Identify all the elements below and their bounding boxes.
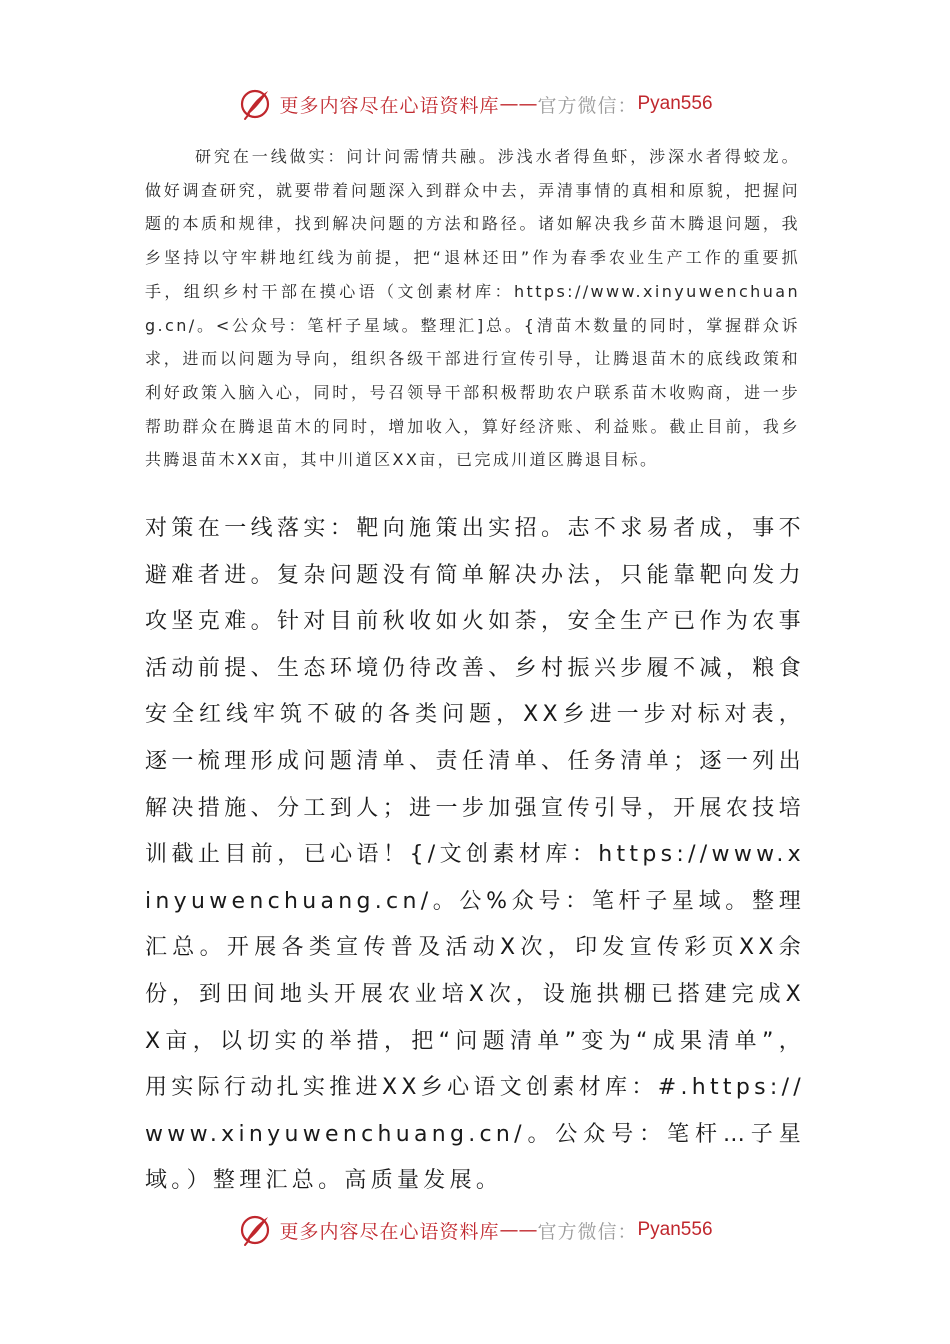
banner-text: 更多内容尽在心语资料库 <box>279 94 500 117</box>
banner-label: 官方微信： <box>537 1220 638 1243</box>
paragraph-countermeasures: 对策在一线落实：靶向施策出实招。志不求易者成，事不避难者进。复杂问题没有简单解决办法，只能靠靶向发力攻坚克难。针对目前秋收如火如荼，安全生产已作为农事活动前提、生态环境仍待改善、乡村振兴步履不减，粮食安全红线牢筑不破的各类问题，XX乡进一步对标对表，逐一梳理形成问题清单、责任清单、任务清单；逐一列出解决措施、分工到人；进一步加强宣传引导，开展农技培训截止目前，已心语！{/文创素材库：https://www.xinyuwenchuang.cn/。公%众号：笔杆子星域。整理汇总。开展各类宣传普及活动X次，印发宣传彩页XX余份，到田间地头开展农业培X次，设施拱棚已搭建完成XX亩，以切实的举措，把“问题清单”变为“成果清单”，用实际行动扎实推进XX乡心语文创素材库：#.https://www.xinyuwenchuang.cn/。公众号：笔杆…子星域。）整理汇总。高质量发展。 <box>145 516 805 1194</box>
quill-pen-logo-icon <box>237 1212 273 1248</box>
quill-pen-logo-icon <box>237 86 273 122</box>
banner-dash: —— <box>499 1219 538 1241</box>
banner-text: 更多内容尽在心语资料库 <box>279 1220 500 1243</box>
banner-wechat-id: Pyan556 <box>637 1219 713 1240</box>
banner-wechat-id: Pyan556 <box>637 93 713 114</box>
paragraph-research: 研究在一线做实：问计问需情共融。涉浅水者得鱼虾，涉深水者得蛟龙。做好调查研究，就要带着问题深入到群众中去，弄清事情的真相和原貌，把握问题的本质和规律，找到解决问题的方法和路径。诸如解决我乡苗木腾退问题，我乡坚持以守牢耕地红线为前提，把“退林还田”作为春季农业生产工作的重要抓手，组织乡村干部在摸心语（文创素材库：https://www.xinyuwenchuang.cn/。<公众号：笔杆子星域。整理汇]总。{清苗木数量的同时，掌握群众诉求，进而以问题为导向，组织各级干部进行宣传引导，让腾退苗木的底线政策和利好政策入脑入心，同时，号召领导干部积极帮助农户联系苗木收购商，进一步帮助群众在腾退苗木的同时，增加收入，算好经济账、利益账。截止目前，我乡共腾退苗木XX亩，其中川道区XX亩，已完成川道区腾退目标。 <box>145 147 800 470</box>
header-banner <box>0 82 950 126</box>
footer-banner <box>0 1208 950 1252</box>
banner-dash: —— <box>499 93 538 115</box>
banner-label: 官方微信： <box>537 94 638 117</box>
